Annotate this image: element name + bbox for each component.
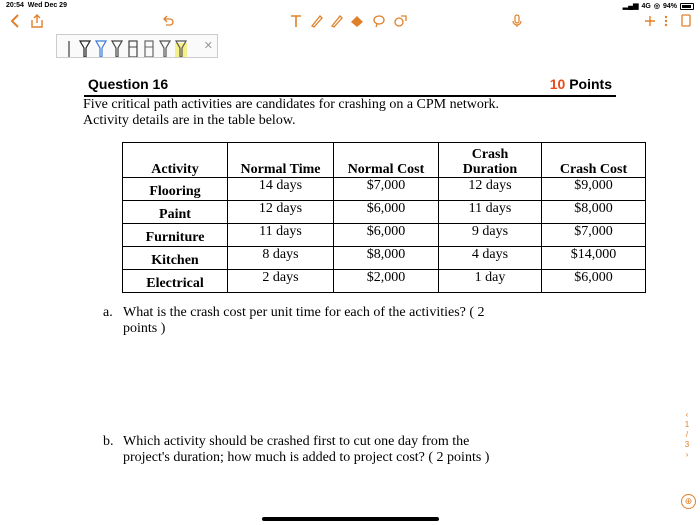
status-indicators	[623, 2, 694, 10]
pen-dark[interactable]	[111, 39, 123, 57]
cell-activity: Paint	[123, 201, 228, 224]
cell-crash-cost: $9,000	[542, 178, 646, 201]
page-down-icon[interactable]: ›	[685, 450, 689, 459]
part-a-label: a.	[103, 305, 113, 320]
pen-icon	[95, 39, 107, 57]
points-label: Points	[569, 76, 612, 92]
zoom-button[interactable]	[681, 494, 696, 509]
page-total: 3	[684, 440, 690, 449]
intro-line: Activity details are in the table below.	[83, 113, 296, 128]
app-toolbar	[0, 12, 700, 34]
status-bar	[0, 0, 700, 12]
cell-crash-duration: 11 days	[439, 201, 542, 224]
pen-black[interactable]	[79, 39, 91, 57]
pen-icon	[63, 39, 75, 57]
signal-icon: ▂▄▆	[622, 3, 639, 10]
home-indicator[interactable]	[262, 517, 439, 521]
more-button[interactable]	[664, 14, 668, 30]
table-row	[123, 224, 646, 247]
status-time: 20:54 Wed Dec 29	[6, 2, 67, 9]
header-normal-time: Normal Time	[228, 143, 334, 178]
marker-dark[interactable]	[127, 39, 139, 57]
part-b-label: b.	[103, 434, 114, 449]
activity-table	[122, 142, 646, 293]
table-row	[123, 178, 646, 201]
more-vertical-icon	[664, 15, 668, 27]
cell-normal-time: 8 days	[228, 247, 334, 270]
pen-icon	[159, 39, 171, 57]
microphone-button[interactable]	[512, 14, 522, 31]
shapes-tool-button[interactable]	[393, 14, 407, 31]
pen-blue[interactable]	[95, 39, 107, 57]
pencil-tool-button[interactable]	[330, 14, 344, 31]
highlighter-icon	[175, 39, 187, 57]
plus-icon	[644, 15, 656, 27]
cell-normal-time: 2 days	[228, 270, 334, 293]
cell-activity: Flooring	[123, 178, 228, 201]
chevron-left-icon	[10, 14, 20, 28]
header-crash-cost: Crash Cost	[542, 143, 646, 178]
share-button[interactable]	[31, 14, 43, 31]
highlighter-tool-icon	[330, 14, 344, 28]
cell-activity: Kitchen	[123, 247, 228, 270]
text-tool-icon	[290, 14, 302, 28]
table-header-row	[123, 143, 646, 178]
undo-button[interactable]	[162, 14, 174, 30]
pen-icon	[111, 39, 123, 57]
pages-icon	[680, 14, 692, 27]
zoom-icon: ⊕	[684, 496, 693, 506]
cell-activity: Furniture	[123, 224, 228, 247]
cell-normal-time: 12 days	[228, 201, 334, 224]
cell-crash-cost: $8,000	[542, 201, 646, 224]
question-points	[550, 76, 612, 92]
pen-palette	[56, 34, 218, 58]
pages-button[interactable]	[680, 14, 692, 30]
cell-crash-duration: 9 days	[439, 224, 542, 247]
text-tool-button[interactable]	[290, 14, 302, 31]
cell-normal-cost: $7,000	[334, 178, 439, 201]
marker-icon	[143, 39, 155, 57]
highlighter-yellow[interactable]	[175, 39, 187, 57]
header-crash-duration: Crash Duration	[439, 143, 542, 178]
part-a-text: What is the crash cost per unit time for each of the activities? ( 2 points )	[123, 305, 485, 336]
question-intro	[83, 97, 623, 129]
table-row	[123, 201, 646, 224]
cell-normal-cost: $2,000	[334, 270, 439, 293]
table-row	[123, 247, 646, 270]
page-up-icon[interactable]: ‹	[685, 410, 689, 419]
back-button[interactable]	[10, 14, 20, 31]
cell-crash-duration: 1 day	[439, 270, 542, 293]
cell-normal-time: 14 days	[228, 178, 334, 201]
page-current: 1	[684, 420, 690, 429]
undo-icon	[162, 15, 174, 27]
cell-normal-cost: $8,000	[334, 247, 439, 270]
cell-crash-cost: $14,000	[542, 247, 646, 270]
close-icon[interactable]: ✕	[203, 40, 213, 52]
battery-label: 94%	[662, 2, 677, 10]
wifi-icon: ◎	[653, 3, 660, 10]
marker-gray[interactable]	[143, 39, 155, 57]
share-icon	[31, 14, 43, 28]
shapes-tool-icon	[393, 14, 407, 28]
cell-crash-cost: $6,000	[542, 270, 646, 293]
question-part-a	[103, 305, 623, 337]
pen-tool-icon	[310, 14, 324, 28]
cell-activity: Electrical	[123, 270, 228, 293]
header-normal-cost: Normal Cost	[334, 143, 439, 178]
part-b-text: Which activity should be crashed first to cut one day from the project's duration; how much is added to project cost? ( 2 points )	[123, 434, 490, 465]
question-header	[84, 75, 616, 97]
cell-crash-duration: 12 days	[439, 178, 542, 201]
add-page-button[interactable]	[644, 14, 656, 30]
points-number: 10	[549, 76, 566, 92]
header-activity: Activity	[123, 143, 228, 178]
pen-tool-button[interactable]	[310, 14, 324, 31]
page-indicator[interactable]	[680, 410, 694, 460]
marker-icon	[127, 39, 139, 57]
lasso-tool-button[interactable]	[372, 14, 386, 31]
cell-normal-cost: $6,000	[334, 224, 439, 247]
page-separator: /	[685, 430, 689, 439]
pen-gray[interactable]	[63, 39, 75, 57]
pen-icon	[79, 39, 91, 57]
question-title: Question 16	[88, 76, 169, 92]
intro-line: Five critical path activities are candidates for crashing on a CPM network.	[83, 97, 499, 112]
network-label: 4G	[641, 2, 651, 10]
cell-normal-cost: $6,000	[334, 201, 439, 224]
pen-outline[interactable]	[159, 39, 171, 57]
eraser-tool-icon	[350, 14, 364, 28]
question-part-b	[103, 434, 623, 466]
microphone-icon	[512, 14, 522, 28]
cell-normal-time: 11 days	[228, 224, 334, 247]
cell-crash-cost: $7,000	[542, 224, 646, 247]
battery-icon	[680, 3, 694, 10]
lasso-tool-icon	[372, 14, 386, 28]
eraser-tool-button[interactable]	[350, 14, 364, 31]
cell-crash-duration: 4 days	[439, 247, 542, 270]
table-row	[123, 270, 646, 293]
